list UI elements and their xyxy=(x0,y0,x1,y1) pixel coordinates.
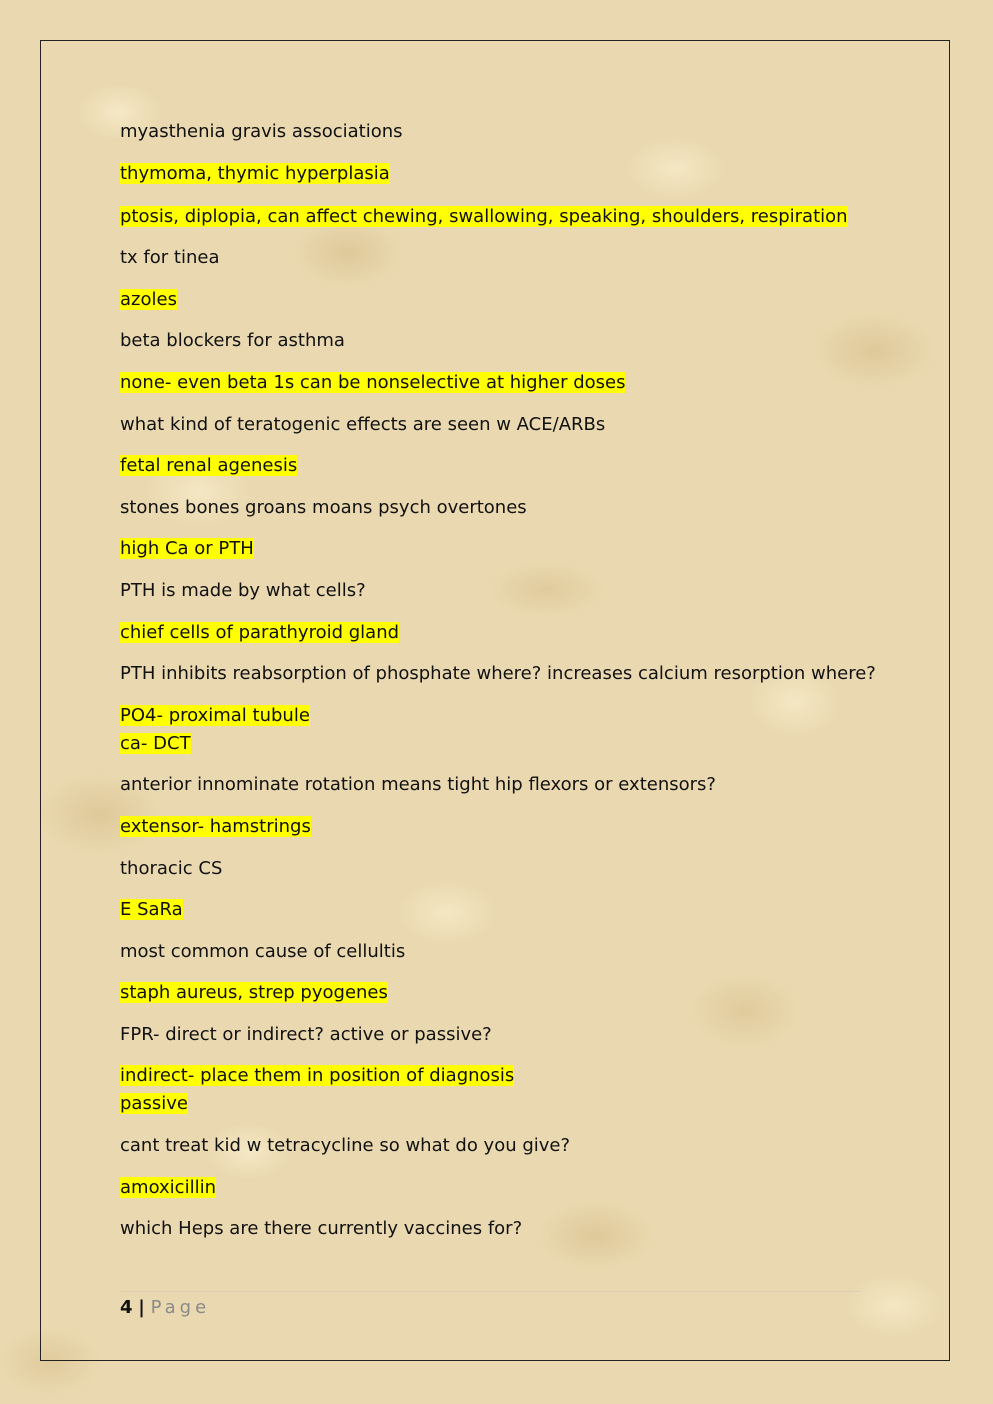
question-text: FPR- direct or indirect? active or passive? xyxy=(120,1023,492,1045)
answer-text: ptosis, diplopia, can affect chewing, swallowing, speaking, shoulders, respiration xyxy=(120,205,848,227)
answer-block xyxy=(120,1174,880,1202)
answer-text: thymoma, thymic hyperplasia xyxy=(120,162,390,184)
question-text: beta blockers for asthma xyxy=(120,330,345,352)
question-text: tx for tinea xyxy=(120,247,220,269)
answer-text: azoles xyxy=(120,288,177,310)
answer-block xyxy=(120,1062,880,1118)
answer-block xyxy=(120,286,880,314)
answer-block xyxy=(120,535,880,563)
answer-block xyxy=(120,369,880,397)
answer-text: staph aureus, strep pyogenes xyxy=(120,982,388,1004)
footer-separator: | xyxy=(138,1297,145,1318)
page-label: Page xyxy=(150,1297,211,1318)
page-content xyxy=(120,118,880,1257)
answer-block xyxy=(120,619,880,647)
page-footer xyxy=(120,1294,210,1322)
question-text: most common cause of cellultis xyxy=(120,940,406,962)
question-text: PTH inhibits reabsorption of phosphate where? increases calcium resorption where? xyxy=(120,663,876,685)
question-text: cant treat kid w tetracycline so what do you give? xyxy=(120,1135,571,1157)
page-number: 4 xyxy=(120,1297,133,1318)
question-text: stones bones groans moans psych overtones xyxy=(120,496,527,518)
answer-text: PO4- proximal tubule xyxy=(120,704,310,726)
question-text: what kind of teratogenic effects are seen w ACE/ARBs xyxy=(120,413,606,435)
answer-text: ca- DCT xyxy=(120,732,191,754)
answer-text: fetal renal agenesis xyxy=(120,455,298,477)
footer-divider xyxy=(120,1291,860,1292)
question-text: which Heps are there currently vaccines for? xyxy=(120,1218,523,1240)
answer-block xyxy=(120,452,880,480)
question-text: myasthenia gravis associations xyxy=(120,121,403,142)
answer-block xyxy=(120,702,880,758)
answer-block xyxy=(120,896,880,924)
answer-text: chief cells of parathyroid gland xyxy=(120,621,400,643)
answer-text: extensor- hamstrings xyxy=(120,815,311,837)
answer-text: none- even beta 1s can be nonselective at higher doses xyxy=(120,371,626,393)
question-text: anterior innominate rotation means tight hip flexors or extensors? xyxy=(120,774,716,796)
answer-block xyxy=(120,813,880,841)
answer-text: E SaRa xyxy=(120,899,183,921)
answer-text: indirect- place them in position of diagnosis xyxy=(120,1065,515,1087)
answer-text: passive xyxy=(120,1093,188,1115)
question-text: PTH is made by what cells? xyxy=(120,579,366,601)
answer-text: amoxicillin xyxy=(120,1176,216,1198)
answer-block xyxy=(120,160,880,188)
answer-text: high Ca or PTH xyxy=(120,538,254,560)
answer-block xyxy=(120,203,880,231)
question-text: thoracic CS xyxy=(120,857,223,879)
answer-block xyxy=(120,979,880,1007)
